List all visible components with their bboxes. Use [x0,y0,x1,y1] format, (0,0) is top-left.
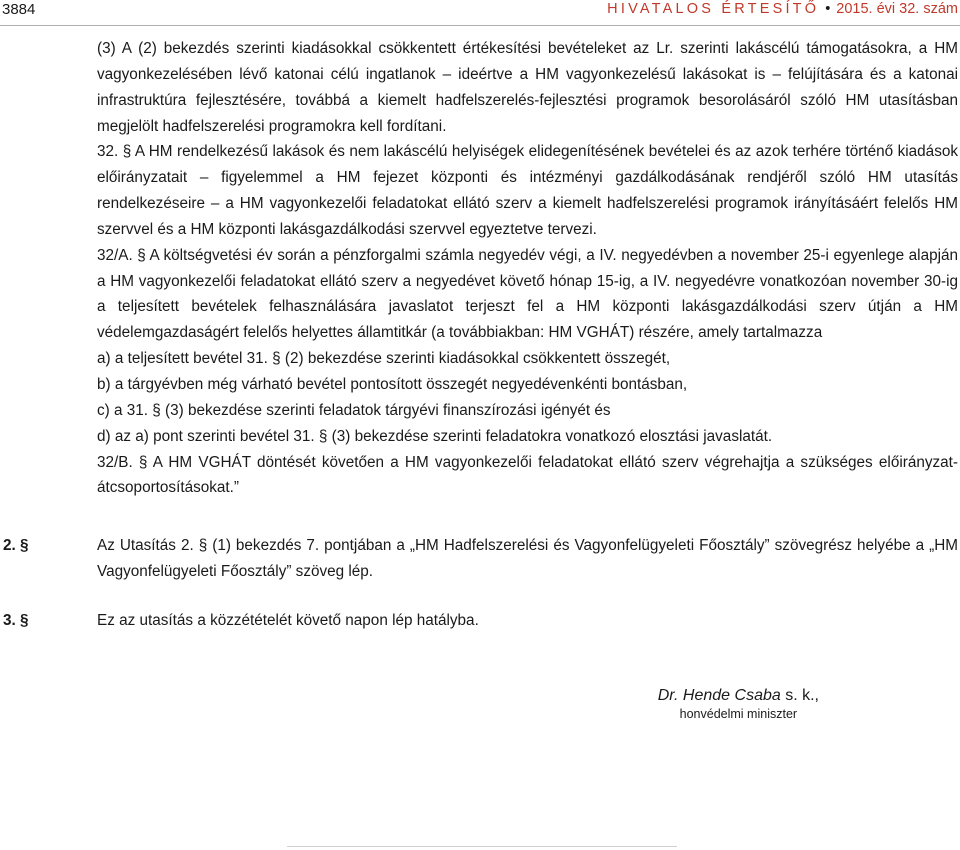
list-item-c: c) a 31. § (3) bekezdése szerinti feladatok tárgyévi finanszírozási igényét és [97,401,611,419]
paragraph-32a: 32/A. § A költségvetési év során a pénzforgalmi számla negyedév végi, a IV. negyedévben a november 25-i egyenlege alapján a HM vagyonkezelői feladatokat ellátó szerv a negyedévet követő hónap 15-ig, a IV. negyedévre vonatkozóan november 30-ig a teljesített bevételek felhasználására javaslatot terjeszt fel a HM központi lakásgazdálkodási szerv útján a HM védelemgazdaságért felelős helyettes államtitkár (a továbbiakban: HM VGHÁT) részére, amely tartalmazza [97,246,958,342]
signer-suffix: s. k., [780,687,819,704]
paragraph-32: 32. § A HM rendelkezésű lakások és nem lakáscélú helyiségek elidegenítésének bevételei és az azok terhére történő kiadások előirányzatait – figyelemmel a HM fejezet központi és intézményi gazdálkodásának rendjéről szóló HM utasítás rendelkezéseire – a HM vagyonkezelői feladatokat ellátó szerv a kiemelt hadfelszerelési programok irányításáért felelős HM szervvel és a HM központi lakásgazdálkodási szervvel egyeztetve tervezi. [97,143,958,238]
bullet-separator: • [825,1,831,17]
journal-title: HIVATALOS ÉRTESÍTŐ [607,1,820,17]
footer-rule [287,846,677,847]
paragraph-32b: 32/B. § A HM VGHÁT döntését követően a HM vagyonkezelői feladatokat ellátó szerv végrehajtja a szükséges előirányzat-átcsoportosításokat.” [97,453,958,497]
paragraph-31-3: (3) A (2) bekezdés szerinti kiadásokkal csökkentett értékesítési bevételeket az Lr. szerinti lakáscélú támogatásokra, a HM vagyonkezelésében lévő katonai célú ingatlanok – ideértve a HM vagyonkezelésű lakásokat is – felújítására és a katonai infrastruktúra fejlesztésére, továbbá a kiemelt hadfelszerelés-fejlesztési programok besorolásáról szóló HM utasításban megjelölt hadfelszerelési programokra kell fordítani. [97,40,958,135]
section-text: Az Utasítás 2. § (1) bekezdés 7. pontjában a „HM Hadfelszerelési és Vagyonfelügyeleti Főosztály” szövegrész helyébe a „HM Vagyonfelügyeleti Főosztály” szöveg lép. [97,537,958,580]
list-item-b: b) a tárgyévben még várható bevétel pontosított összegét negyedévenkénti bontásban, [97,375,688,393]
section-number: 2. § [3,537,29,554]
list-item-a: a) a teljesített bevétel 31. § (2) bekezdése szerinti kiadásokkal csökkentett összegét, [97,350,671,368]
signature-block [658,687,819,721]
section-text: Ez az utasítás a közzétételét követő napon lép hatályba. [97,612,479,629]
page-header [0,0,960,26]
signer-name: Dr. Hende Csaba [657,687,781,704]
header-rule [0,25,960,26]
page-number: 3884 [2,1,36,18]
signer-title: honvédelmi miniszter [679,707,798,721]
signer-line [658,687,819,705]
amendment-body [97,36,958,501]
section-number: 3. § [3,612,29,629]
journal-header [607,1,958,17]
list-item-d: d) az a) pont szerinti bevétel 31. § (3) bekezdése szerinti feladatokra vonatkozó elosztási javaslatát. [97,427,773,445]
issue-label: 2015. évi 32. szám [836,1,958,17]
